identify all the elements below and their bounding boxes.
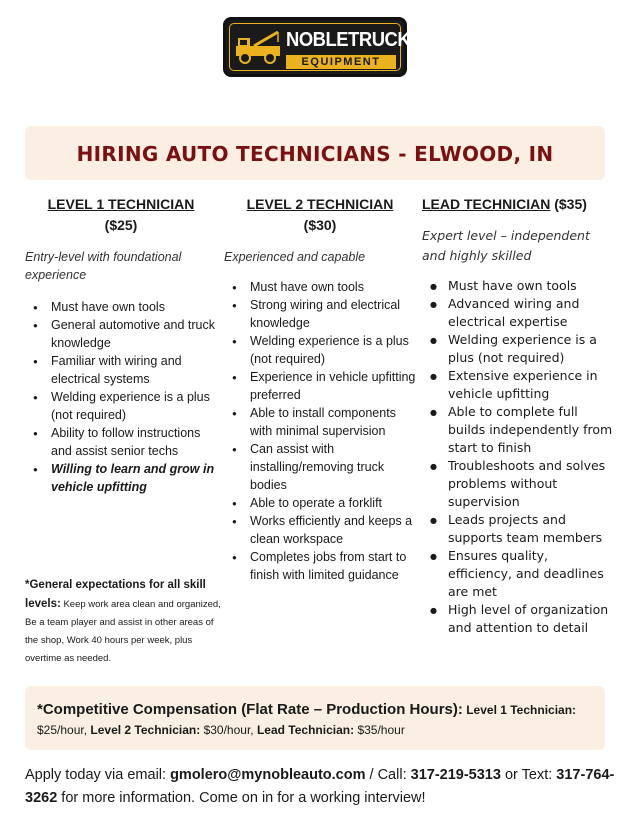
list-item: ● Ensures quality, efficiency, and deadlines are met xyxy=(422,547,614,601)
comp-level1-label: Level 1 Technician: xyxy=(466,703,577,717)
footer-call-label: / Call: xyxy=(369,767,407,783)
comp-lead-value: $35/hour xyxy=(357,723,405,737)
general-label: *General expectations for all skill levels: xyxy=(25,579,206,610)
list-item: ● Able to operate a forklift xyxy=(224,494,416,512)
lead-description: Expert level – independent and highly skilled xyxy=(422,228,590,263)
footer-phone-text[interactable]: 317-764-3262 xyxy=(25,767,615,806)
list-item: ● Strong wiring and electrical knowledge xyxy=(224,296,416,332)
list-item: ● Must have own tools xyxy=(224,278,416,296)
truck-icon xyxy=(234,28,284,68)
logo-brand: NOBLETRUCK xyxy=(286,29,411,51)
compensation-box xyxy=(25,686,605,750)
list-item: ● Can assist with installing/removing truck bodies xyxy=(224,440,416,494)
level1-column xyxy=(25,194,217,496)
list-item: ● Must have own tools xyxy=(25,298,217,316)
list-item: ● Willing to learn and grow in vehicle upfitting xyxy=(25,460,217,496)
compensation-label: *Competitive Compensation (Flat Rate – Production Hours): xyxy=(37,701,463,718)
level1-list xyxy=(25,298,217,496)
lead-list xyxy=(422,277,614,637)
level2-description: Experienced and capable xyxy=(224,250,366,264)
list-item: ● General automotive and truck knowledge xyxy=(25,316,217,352)
comp-lead-label: Lead Technician: xyxy=(256,723,355,737)
list-item: ● Troubleshoots and solves problems without supervision xyxy=(422,457,614,511)
level2-heading-block xyxy=(224,194,416,236)
list-item: ● Able to complete full builds independently from start to finish xyxy=(422,403,614,457)
comp-level2-value: $30/hour, xyxy=(203,723,254,737)
level2-heading: LEVEL 2 TECHNICIAN xyxy=(246,196,394,212)
list-item: ● Extensive experience in vehicle upfitting xyxy=(422,367,614,403)
apply-footer xyxy=(25,764,615,810)
list-item: ● Ability to follow instructions and assist senior techs xyxy=(25,424,217,460)
list-item: ● High level of organization and attention to detail xyxy=(422,601,614,637)
level2-list xyxy=(224,278,416,584)
lead-column xyxy=(422,194,614,637)
general-text: Keep work area clean and organized, Be a team player and assist in other areas of the shop, Work 40 hours per week, plus overtime as needed. xyxy=(25,599,221,664)
list-item: ● Leads projects and supports team members xyxy=(422,511,614,547)
footer-suffix: for more information. Come on in for a working interview! xyxy=(61,790,426,806)
lead-heading-block xyxy=(422,194,614,215)
general-expectations xyxy=(25,576,225,668)
list-item: ● Must have own tools xyxy=(422,277,614,295)
list-item: ● Completes jobs from start to finish with limited guidance xyxy=(224,548,416,584)
comp-level1-value: $25/hour, xyxy=(37,723,88,737)
level1-heading: LEVEL 1 TECHNICIAN xyxy=(47,196,195,212)
page-title: HIRING AUTO TECHNICIANS - ELWOOD, IN xyxy=(76,142,554,166)
list-item: ● Able to install components with minimal supervision xyxy=(224,404,416,440)
level2-pay: ($30) xyxy=(303,217,337,233)
lead-pay: ($35) xyxy=(554,196,587,212)
list-item: ● Familiar with wiring and electrical systems xyxy=(25,352,217,388)
list-item: ● Welding experience is a plus (not required) xyxy=(224,332,416,368)
lead-heading: LEAD TECHNICIAN xyxy=(422,196,551,212)
level1-description: Entry-level with foundational experience xyxy=(25,250,182,282)
list-item: ● Welding experience is a plus (not required) xyxy=(422,331,614,367)
footer-email-link[interactable]: gmolero@mynobleauto.com xyxy=(170,767,366,783)
level1-pay: ($25) xyxy=(104,217,138,233)
level1-heading-block xyxy=(25,194,217,236)
level2-column xyxy=(224,194,416,584)
footer-text-label: or Text: xyxy=(504,767,553,783)
list-item: ● Works efficiently and keeps a clean workspace xyxy=(224,512,416,548)
list-item: ● Welding experience is a plus (not required) xyxy=(25,388,217,424)
list-item: ● Experience in vehicle upfitting preferred xyxy=(224,368,416,404)
nobletruck-logo xyxy=(223,17,411,77)
comp-level2-label: Level 2 Technician: xyxy=(90,723,201,737)
list-item: ● Advanced wiring and electrical expertise xyxy=(422,295,614,331)
footer-phone-call[interactable]: 317-219-5313 xyxy=(410,767,501,783)
logo-subtitle: EQUIPMENT xyxy=(286,55,396,69)
title-banner xyxy=(25,126,605,180)
footer-prefix: Apply today via email: xyxy=(25,767,167,783)
